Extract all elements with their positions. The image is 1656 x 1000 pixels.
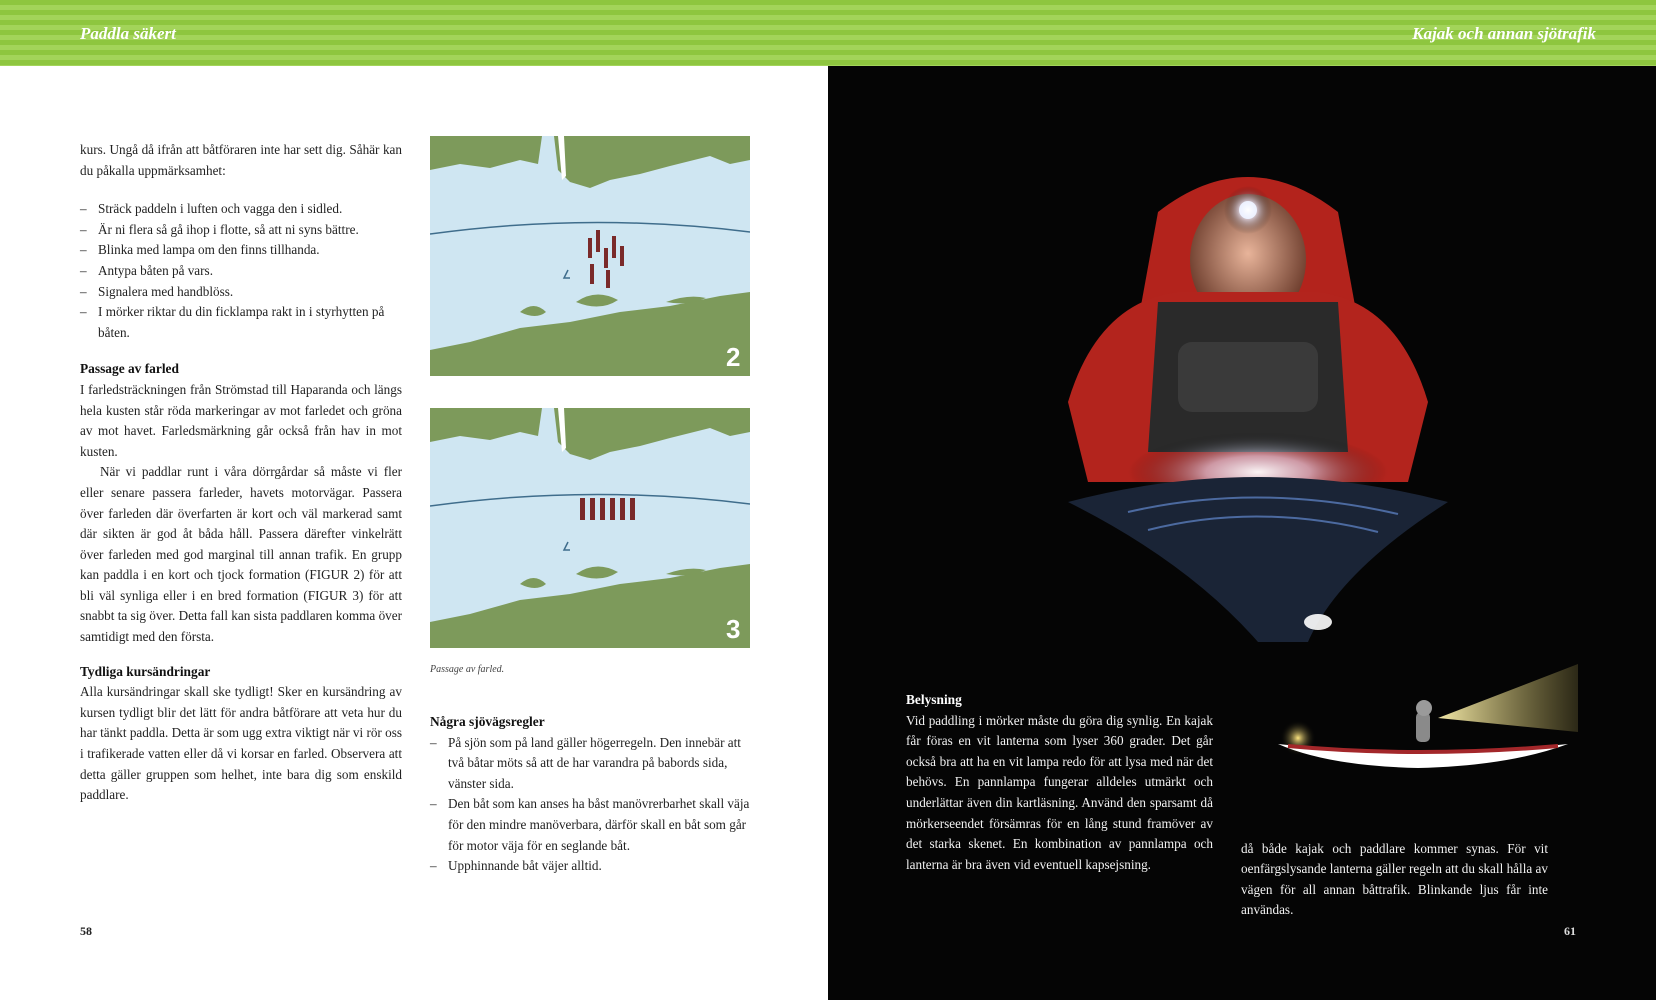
course-change-heading: Tydliga kursändringar xyxy=(80,663,211,679)
rules-heading: Några sjövägsregler xyxy=(430,714,545,729)
map-number-3: 3 xyxy=(726,614,741,644)
list-item: – Upphinnande båt väjer alltid. xyxy=(430,856,752,877)
list-item: – I mörker riktar du din ficklampa rakt in i styrhytten på båten. xyxy=(80,302,402,343)
passage-paragraph-2: När vi paddlar runt i våra dörrgårdar så måste vi fler eller senare passera farleder, havets motorvägar. Passera över farleden där överfarten är kort och väl markerad samt där sikten är god åt båda håll. Passera därefter vinkelrätt över farleden med god marginal till annan trafik. En grupp kan paddla i en kort och tjock formation (FIGUR 2) för att bli väl synliga eller i en bred formation (FIGUR 3) för att snabbt ta sig över. Detta fall kan sista paddlaren komma över samtidigt med den första. xyxy=(80,464,402,645)
lighting-paragraph-1: Vid paddling i mörker måste du göra dig synlig. En kajak får föras en vit lanterna som lyser 360 grader. Det går också bra att ha en vit lampa redo för att lysa med när det behövs. En pannlampa fungerar alldeles utmärkt och underlättar även din kartläsning. Använd den sparsamt då mörkerseendet försämras för en lång stund framöver av det starka skenet. En kombination av pannlampa och lanterna är bra även vid eventuell kapsejsning. xyxy=(906,712,1213,872)
lighting-section xyxy=(906,690,1548,921)
rules-column xyxy=(430,712,752,877)
page-number-left: 58 xyxy=(80,924,92,938)
map-figure-2 xyxy=(430,136,750,376)
lighting-paragraph-2: då både kajak och paddlare kommer synas. För vit oenfärgslysande lanterna gäller regeln att du skall hålla av vägen för all annan båttrafik. Blinkande ljus får inte användas. xyxy=(1241,840,1548,918)
list-item: – Sträck paddeln i luften och vagga den i sidled. xyxy=(80,199,402,220)
list-item: – Signalera med handblöss. xyxy=(80,282,402,303)
map-number-2: 2 xyxy=(726,342,741,372)
night-kayaker-photo xyxy=(1008,152,1478,642)
rules-list xyxy=(430,733,752,877)
map-caption: Passage av farled. xyxy=(430,664,505,675)
list-item: – Antypa båten på vars. xyxy=(80,261,402,282)
list-item: – Är ni flera så gå ihop i flotte, så att ni syns bättre. xyxy=(80,220,402,241)
intro-paragraph: kurs. Ungå då ifrån att båtföraren inte har sett dig. Såhär kan du påkalla uppmärksamhet: xyxy=(80,142,402,178)
map-figure-3 xyxy=(430,408,750,648)
list-item: – På sjön som på land gäller högerregeln. Den innebär att två båtar möts så att de har varandra på babords sida, vänster sida. xyxy=(430,733,752,795)
passage-paragraph-1: I farledsträckningen från Strömstad till Haparanda och längs hela kusten står röda markeringar av mot farledet och gröna av mot havet. Farledsmärkning går också från hav in mot kusten. xyxy=(80,381,402,459)
running-head-right: Kajak och annan sjötrafik xyxy=(1412,24,1596,43)
list-item: – Den båt som kan anses ha båst manövrerbarhet skall väja för den mindre manöverbara, därför skall en båt som går för motor väja för en seglande båt. xyxy=(430,794,752,856)
running-head-left: Paddla säkert xyxy=(80,24,176,43)
signal-list xyxy=(80,199,402,343)
page-number-right: 61 xyxy=(1564,924,1576,938)
running-header-band xyxy=(0,0,1656,66)
passage-heading: Passage av farled xyxy=(80,361,179,377)
left-text-column xyxy=(80,140,402,806)
right-page xyxy=(828,66,1656,1000)
left-page xyxy=(0,66,828,1000)
lighting-heading: Belysning xyxy=(906,692,962,707)
course-change-paragraph: Alla kursändringar skall ske tydligt! Sker en kursändring av kursen tydligt blir det lätt för andra båtförare att veta hur du har tänkt paddla. Detta är som ugg extra viktigt när vi rör oss i trafikerade vatten eller då vi korsar en farled. Observera att detta gäller gruppen som helhet, inte bara dig som enskild paddlare. xyxy=(80,684,402,803)
list-item: – Blinka med lampa om den finns tillhanda. xyxy=(80,240,402,261)
